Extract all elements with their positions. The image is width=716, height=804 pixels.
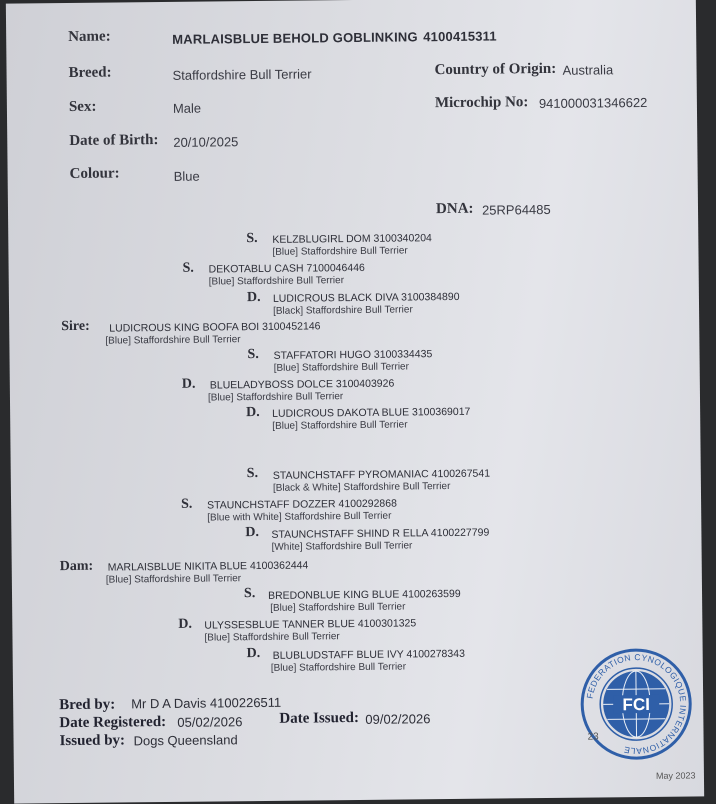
sire-sire-dam-desc: [Black] Staffordshire Bull Terrier: [273, 304, 413, 317]
sire-dam-dam-name: LUDICROUS DAKOTA BLUE 3100369017: [272, 405, 471, 420]
sire-dam-dam-label: D.: [246, 404, 260, 421]
dam-sire-sire-name: STAUNCHSTAFF PYROMANIAC 4100267541: [272, 467, 491, 482]
sire-sire-label: S.: [182, 260, 194, 276]
sire-dam-label: D.: [181, 376, 196, 392]
sire-sire-sire-name: KELZBLUGIRL DOM 3100340204: [272, 232, 432, 246]
dam-dam-sire-name: BREDONBLUE KING BLUE 4100263599: [267, 587, 461, 602]
microchip-label: Microchip No:: [434, 94, 529, 112]
sire-label: Sire:: [61, 318, 90, 335]
date-issued-value: 09/02/2026: [365, 711, 431, 727]
stamp-number: 23: [587, 731, 599, 743]
sire-dam-name: BLUELADYBOSS DOLCE 3100403926: [209, 377, 395, 392]
dam-dam-sire-desc: [Blue] Staffordshire Bull Terrier: [270, 601, 406, 614]
sire-dam-sire-desc: [Blue] Staffordshire Bull Terrier: [273, 361, 409, 374]
certificate-page: [6, 0, 704, 804]
country-value: Australia: [562, 62, 614, 78]
date-issued-label: Date Issued:: [279, 709, 360, 727]
colour-label: Colour:: [69, 165, 120, 182]
fci-seal: [579, 646, 694, 761]
sire-sire-sire-label: S.: [246, 231, 258, 247]
dam-sire-dam-label: D.: [245, 525, 260, 541]
bred-by-value: Mr D A Davis 4100226511: [131, 694, 282, 712]
sire-sire-dam-name: LUDICROUS BLACK DIVA 3100384890: [272, 290, 460, 305]
dam-sire-dam-name: STAUNCHSTAFF SHIND R ELLA 4100227799: [271, 526, 490, 541]
dam-dam-desc: [Blue] Staffordshire Bull Terrier: [204, 631, 340, 644]
country-label: Country of Origin:: [434, 60, 557, 79]
date-registered-value: 05/02/2026: [177, 714, 243, 730]
sire-sire-sire-desc: [Blue] Staffordshire Bull Terrier: [272, 245, 408, 258]
name-label: Name:: [68, 28, 111, 45]
registration-number: 4100415311: [423, 28, 497, 45]
dna-value: 25RP64485: [481, 201, 551, 218]
sex-label: Sex:: [68, 98, 97, 115]
breed-label: Breed:: [68, 64, 112, 81]
dam-sire-sire-desc: [Black & White] Staffordshire Bull Terrier: [272, 481, 451, 494]
dam-dam-dam-name: BLUBLUDSTAFF BLUE IVY 4100278343: [272, 647, 465, 662]
dam-dam-sire-label: S.: [243, 586, 256, 602]
dam-sire-name: STAUNCHSTAFF DOZZER 4100292868: [207, 497, 397, 512]
sire-sire-dam-label: D.: [246, 289, 261, 306]
seal-center-text: FCI: [622, 694, 650, 715]
sire-dam-dam-desc: [Blue] Staffordshire Bull Terrier: [272, 419, 408, 432]
sire-desc: [Blue] Staffordshire Bull Terrier: [105, 334, 241, 347]
sire-dam-sire-name: STAFFATORI HUGO 3100334435: [273, 348, 433, 362]
sire-name: LUDICROUS KING BOOFA BOI 3100452146: [109, 320, 321, 335]
sire-sire-name: DEKOTABLU CASH 7100046446: [208, 261, 365, 276]
issued-by-label: Issued by:: [59, 732, 126, 750]
microchip-value: 941000031346622: [538, 94, 648, 112]
sex-value: Male: [172, 100, 202, 116]
dam-name: MARLAISBLUE NIKITA BLUE 4100362444: [107, 559, 309, 574]
date-registered-label: Date Registered:: [59, 713, 167, 732]
dog-name: MARLAISBLUE BEHOLD GOBLINKING: [172, 29, 418, 47]
seal-ring-text: FEDERATION CYNOLOGIQUE INTERNATIONALE: [584, 651, 689, 757]
dam-dam-dam-desc: [Blue] Staffordshire Bull Terrier: [270, 661, 407, 674]
dna-label: DNA:: [435, 200, 474, 218]
dam-sire-dam-desc: [White] Staffordshire Bull Terrier: [271, 540, 413, 553]
sire-dam-desc: [Blue] Staffordshire Bull Terrier: [207, 391, 344, 404]
dam-sire-desc: [Blue with White] Staffordshire Bull Terrier: [207, 510, 392, 524]
sire-dam-sire-label: S.: [247, 347, 259, 363]
dam-desc: [Blue] Staffordshire Bull Terrier: [105, 573, 242, 586]
dam-label: Dam:: [59, 558, 94, 575]
dam-sire-label: S.: [181, 496, 193, 512]
dob-value: 20/10/2025: [173, 134, 239, 150]
dam-dam-dam-label: D.: [246, 646, 261, 662]
breed-value: Staffordshire Bull Terrier: [172, 66, 312, 83]
dob-label: Date of Birth:: [69, 132, 159, 149]
dam-dam-name: ULYSSESBLUE TANNER BLUE 4100301325: [204, 617, 417, 632]
sire-sire-desc: [Blue] Staffordshire Bull Terrier: [208, 275, 345, 288]
colour-value: Blue: [173, 168, 200, 184]
bred-by-label: Bred by:: [59, 696, 116, 714]
dam-sire-sire-label: S.: [246, 466, 259, 482]
form-date: May 2023: [655, 770, 696, 781]
dam-dam-label: D.: [178, 616, 193, 632]
issued-by-value: Dogs Queensland: [133, 732, 238, 749]
